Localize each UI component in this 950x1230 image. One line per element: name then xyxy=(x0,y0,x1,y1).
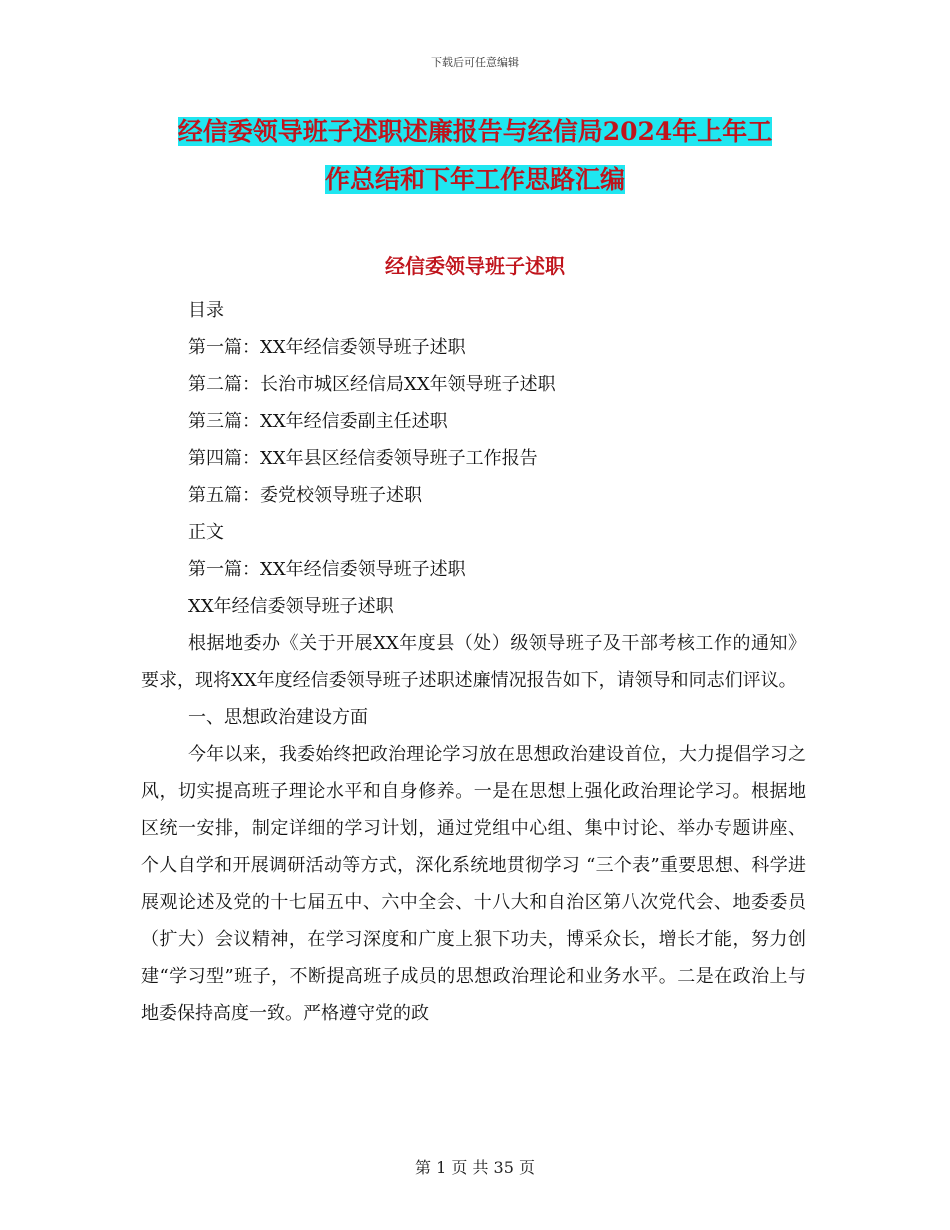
page-footer: 第 1 页 共 35 页 xyxy=(415,1158,535,1177)
toc-item: 第一篇：XX年经信委领导班子述职 xyxy=(188,337,466,358)
paragraph: 根据地委办《关于开展XX年度县（处）级领导班子及干部考核工作的通知》要求，现将XX年度经信委领导班子述职述廉情况报告如下，请领导和同志们评议。 xyxy=(141,633,806,691)
toc-heading: 目录 xyxy=(188,300,224,321)
toc-item: 第三篇：XX年经信委副主任述职 xyxy=(188,411,448,432)
title-line-1: 经信委领导班子述职述廉报告与经信局2024年上年工 xyxy=(177,117,773,146)
body-heading: 正文 xyxy=(188,522,224,543)
document-title xyxy=(140,108,810,204)
part-heading: 第一篇：XX年经信委领导班子述职 xyxy=(188,559,466,580)
paragraph: 今年以来，我委始终把政治理论学习放在思想政治建设首位，大力提倡学习之风，切实提高班子理论水平和自身修养。一是在思想上强化政治理论学习。根据地区统一安排，制定详细的学习计划，通过党组中心组、集中讨论、举办专题讲座、个人自学和开展调研活动等方式，深化系统地贯彻学习 “三个表”重要思想、科学进展观论述及党的十七届五中、六中全会、十八大和自治区第八次党代会、地委委员（扩大）会议精神，在学习深度和广度上狠下功夫，博采众长，增长才能，努力创建“学习型”班子，不断提高班子成员的思想政治理论和业务水平。二是在政治上与地委保持高度一致。严格遵守党的政 xyxy=(141,744,806,1024)
page-header-note: 下载后可任意编辑 xyxy=(431,56,519,69)
subsection-heading: 一、思想政治建设方面 xyxy=(188,707,368,728)
section-title: 经信委领导班子述职 xyxy=(385,254,565,278)
toc-item: 第五篇：委党校领导班子述职 xyxy=(188,485,422,506)
document-body xyxy=(141,292,806,1032)
title-line-2: 作总结和下年工作思路汇编 xyxy=(324,165,625,194)
part-subtitle: XX年经信委领导班子述职 xyxy=(188,596,394,617)
toc-item: 第四篇：XX年县区经信委领导班子工作报告 xyxy=(188,448,538,469)
toc-item: 第二篇：长治市城区经信局XX年领导班子述职 xyxy=(188,374,556,395)
